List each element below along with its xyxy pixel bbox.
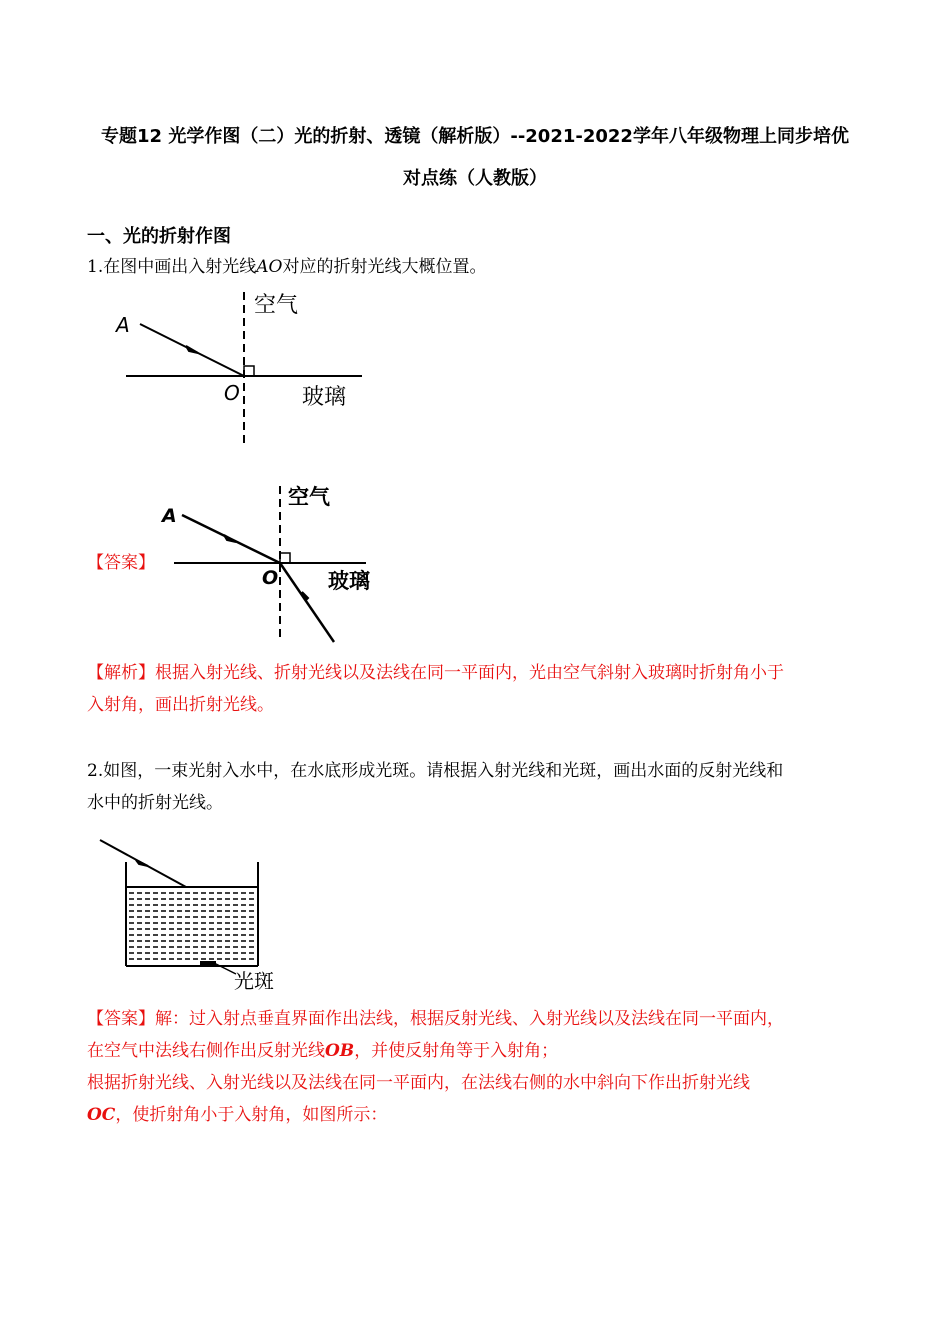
answer-2	[87, 1003, 877, 1131]
figure-1-label-glass: 玻璃	[302, 385, 347, 410]
section-heading: 一、光的折射作图	[87, 226, 231, 247]
figure-1a-incident-arrow	[224, 535, 236, 542]
figure-1a-right-angle	[280, 553, 290, 563]
question-1-ray-label: AO	[256, 257, 283, 277]
question-2-line-1: 2.如图，一束光射入水中，在水底形成光斑。请根据入射光线和光斑，画出水面的反射光线和	[87, 761, 784, 781]
title-line-1: 专题12 光学作图（二）光的折射、透镜（解析版）--2021-2022学年八年级物理上同步培优	[101, 126, 849, 147]
analysis-1	[87, 657, 877, 721]
figure-1-label-o: O	[224, 381, 240, 405]
figure-1a-label-o: O	[262, 567, 279, 589]
analysis-1-tag: 【解析】	[87, 663, 155, 683]
answer-1-tag: 【答案】	[87, 553, 155, 573]
figure-2-arrow	[136, 860, 148, 866]
question-1-suffix: 对应的折射光线大概位置。	[282, 257, 487, 277]
figure-2-label-spot: 光斑	[234, 969, 274, 993]
answer-2-line-2-prefix: 在空气中法线右侧作出反射光线	[87, 1041, 325, 1061]
figure-1-answer	[160, 482, 390, 652]
question-2	[87, 755, 877, 819]
answer-2-oc: OC	[87, 1105, 116, 1125]
answer-2-line-1: 【答案】解：过入射点垂直界面作出法线，根据反射光线、入射光线以及法线在同一平面内，	[87, 1009, 784, 1029]
figure-2-water-hatch	[129, 893, 256, 959]
analysis-1-line-1: 根据入射光线、折射光线以及法线在同一平面内，光由空气斜射入玻璃时折射角小于	[155, 663, 784, 683]
answer-2-ob: OB	[325, 1041, 355, 1061]
analysis-1-line-2: 入射角，画出折射光线。	[87, 695, 274, 715]
question-1	[87, 251, 877, 283]
title-line-2: 对点练（人教版）	[403, 168, 547, 189]
figure-1a-label-glass: 玻璃	[328, 569, 370, 593]
figure-1-right-angle	[244, 366, 254, 376]
figure-1a-refracted-ray	[280, 563, 334, 642]
figure-2-water-tank	[96, 832, 296, 992]
figure-1a-label-air: 空气	[288, 485, 330, 509]
answer-2-line-4-suffix: ，使折射角小于入射角，如图所示：	[115, 1105, 388, 1125]
figure-1-arrow	[186, 346, 198, 353]
figure-1a-label-a: A	[162, 505, 177, 527]
figure-1-label-a: A	[116, 313, 130, 337]
figure-2-light-spot	[200, 961, 216, 966]
question-1-prefix: 1.在图中画出入射光线	[87, 257, 257, 277]
figure-1-label-air: 空气	[254, 293, 299, 318]
figure-2-spot-leader	[214, 963, 236, 974]
question-2-line-2: 水中的折射光线。	[87, 793, 223, 813]
figure-1a-refracted-arrow	[302, 592, 308, 600]
document-title	[80, 116, 870, 200]
answer-2-line-2-suffix: ，并使反射角等于入射角；	[354, 1041, 559, 1061]
answer-2-line-3: 根据折射光线、入射光线以及法线在同一平面内，在法线右侧的水中斜向下作出折射光线	[87, 1073, 750, 1093]
figure-1-question	[112, 288, 372, 448]
